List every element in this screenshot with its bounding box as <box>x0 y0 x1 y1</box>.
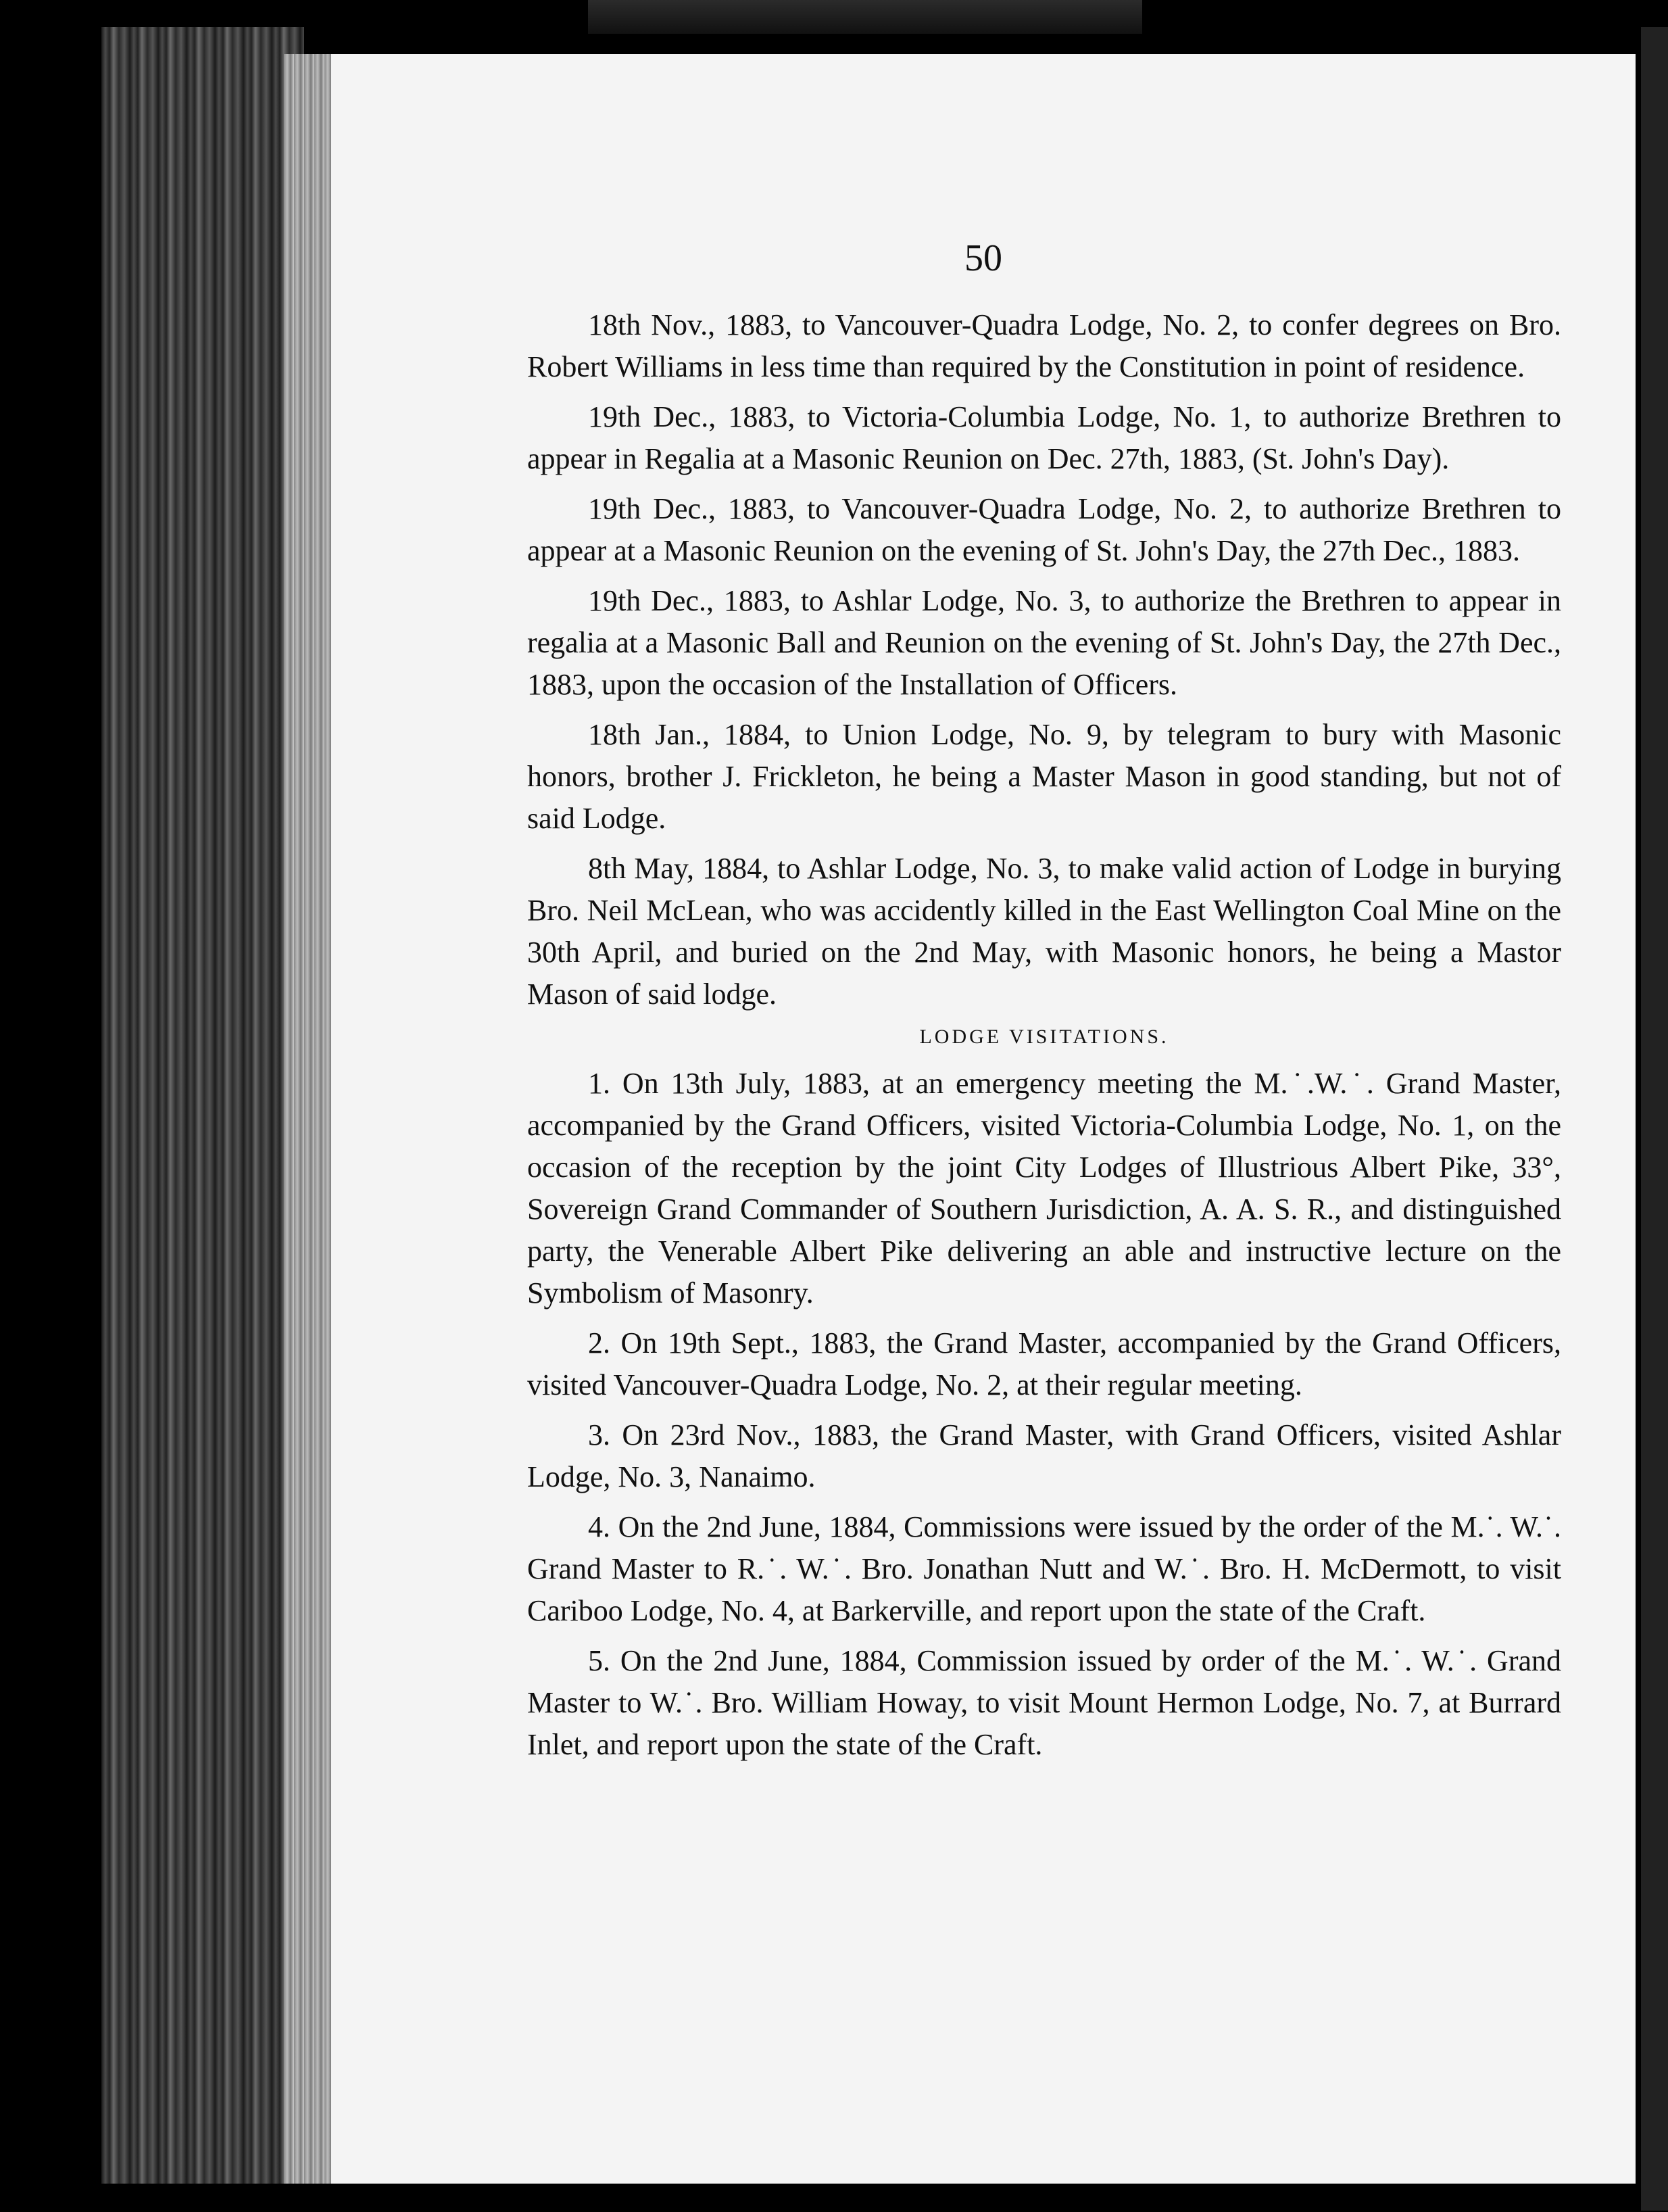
section-heading: LODGE VISITATIONS. <box>919 1026 1169 1048</box>
page-number: 50 <box>964 237 1002 279</box>
paragraph-dispensation-5: 18th Jan., 1884, to Union Lodge, No. 9, by telegram to bury with Masonic honors, brother J. Frickleton, he being a Master Mason in good standing, but not of said Lodge. <box>527 718 1561 835</box>
paragraph-dispensation-6: 8th May, 1884, to Ashlar Lodge, No. 3, to make valid action of Lodge in burying Bro. Neil McLean, who was accidently killed in the East Wellington Coal Mine on the 30th April, and buried on the 2nd May, with Masonic honors, he being a Mastor Mason of said lodge. <box>527 852 1561 1011</box>
book-page-edges <box>101 27 304 2184</box>
book-page-edges-light <box>284 54 338 2184</box>
page <box>331 54 1636 2184</box>
top-shadow <box>588 0 1142 34</box>
paragraph-dispensation-2: 19th Dec., 1883, to Victoria-Columbia Lodge, No. 1, to authorize Brethren to appear in Regalia at a Masonic Reunion on Dec. 27th, 1883, (St. John's Day). <box>527 400 1561 475</box>
paragraph-dispensation-1: 18th Nov., 1883, to Vancouver-Quadra Lodge, No. 2, to confer degrees on Bro. Robert Williams in less time than required by the Constitution in point of residence. <box>527 308 1561 383</box>
paragraph-visitation-1: 1. On 13th July, 1883, at an emergency meeting the M.˙.W.˙. Grand Master, accompanied by the Grand Officers, visited Victoria-Columbia Lodge, No. 1, on the occasion of the reception by the joint City Lodges of Illustrious Albert Pike, 33°, Sovereign Grand Commander of Southern Jurisdiction, A. A. S. R., and distinguished party, the Venerable Albert Pike delivering an able and instructive lecture on the Symbolism of Masonry. <box>527 1067 1561 1309</box>
paragraph-visitation-5: 5. On the 2nd June, 1884, Commission issued by order of the M.˙. W.˙. Grand Master to W.˙. Bro. William Howay, to visit Mount Hermon Lodge, No. 7, at Burrard Inlet, and report upon the state of the Craft. <box>527 1644 1561 1761</box>
body-text <box>527 304 1561 1774</box>
paragraph-visitation-4: 4. On the 2nd June, 1884, Commissions were issued by the order of the M.˙. W.˙. Grand Master to R.˙. W.˙. Bro. Jonathan Nutt and W.˙. Bro. H. McDermott, to visit Cariboo Lodge, No. 4, at Barkerville, and report upon the state of the Craft. <box>527 1510 1561 1627</box>
paragraph-dispensation-3: 19th Dec., 1883, to Vancouver-Quadra Lodge, No. 2, to authorize Brethren to appear at a Masonic Reunion on the evening of St. John's Day, the 27th Dec., 1883. <box>527 492 1561 567</box>
paragraph-visitation-3: 3. On 23rd Nov., 1883, the Grand Master, with Grand Officers, visited Ashlar Lodge, No. 3, Nanaimo. <box>527 1418 1561 1493</box>
paragraph-visitation-2: 2. On 19th Sept., 1883, the Grand Master, accompanied by the Grand Officers, visited Vancouver-Quadra Lodge, No. 2, at their regular meeting. <box>527 1326 1561 1401</box>
right-border <box>1641 27 1668 2211</box>
paragraph-dispensation-4: 19th Dec., 1883, to Ashlar Lodge, No. 3, to authorize the Brethren to appear in regalia at a Masonic Ball and Reunion on the evening of St. John's Day, the 27th Dec., 1883, upon the occasion of the Installation of Officers. <box>527 584 1561 701</box>
